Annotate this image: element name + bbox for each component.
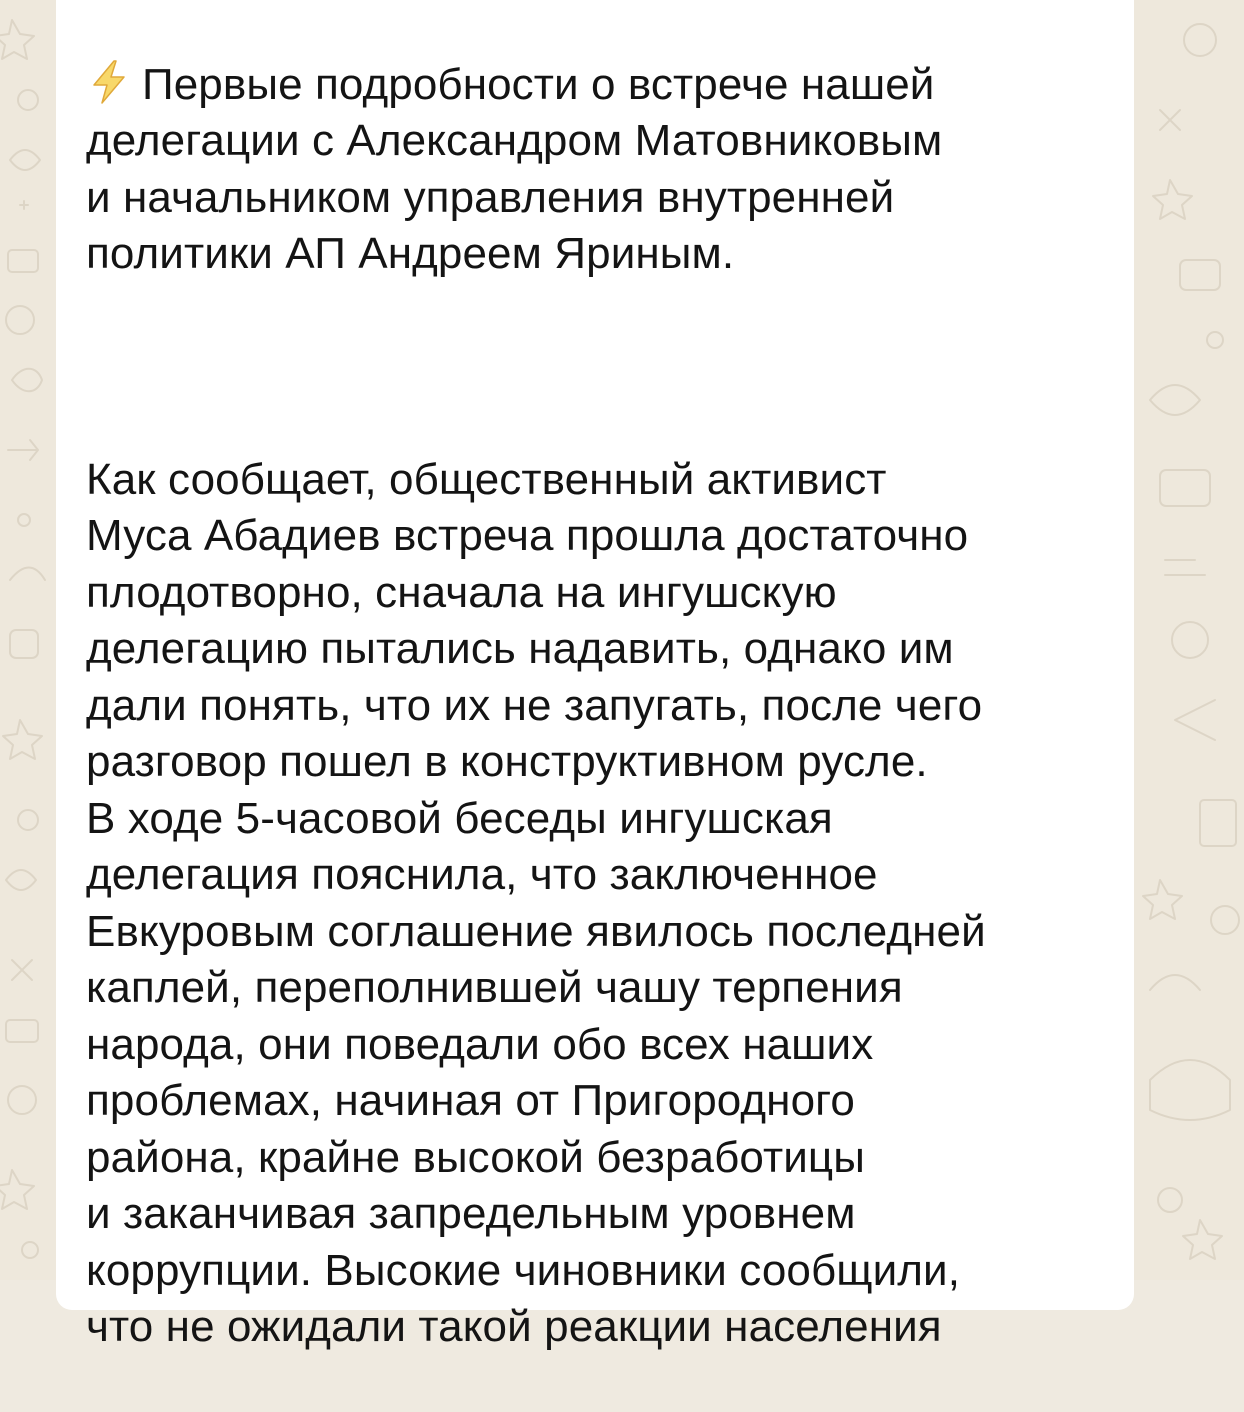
headline-text: Первые подробности о встрече нашей делегации с Александром Матовниковым и начальником управления внутренней политики АП Андреем Яриным.	[86, 59, 943, 278]
message-text	[86, 0, 1094, 1412]
message-body: Как сообщает, общественный активист Муса Абадиев встреча прошла достаточно плодотворно, сначала на ингушскую делегацию пытались надавить, однако им дали понять, что их не запугать, после чего разговор пошел в конструктивном русле. В ходе 5-часовой беседы ингушская делегация пояснила, что заключенное Евкуровым соглашение явилось последней каплей, переполнившей чашу терпения народа, они поведали обо всех наших проблемах, начиная от Пригородного района, крайне высокой безработицы и заканчивая запредельным уровнем коррупции. Высокие чиновники сообщили, что не ожидали такой реакции населения	[86, 454, 986, 1351]
lightning-bolt-icon	[86, 59, 132, 105]
message-bubble	[56, 0, 1134, 1351]
message-headline	[86, 57, 1094, 283]
paragraph-spacer	[86, 339, 1094, 395]
